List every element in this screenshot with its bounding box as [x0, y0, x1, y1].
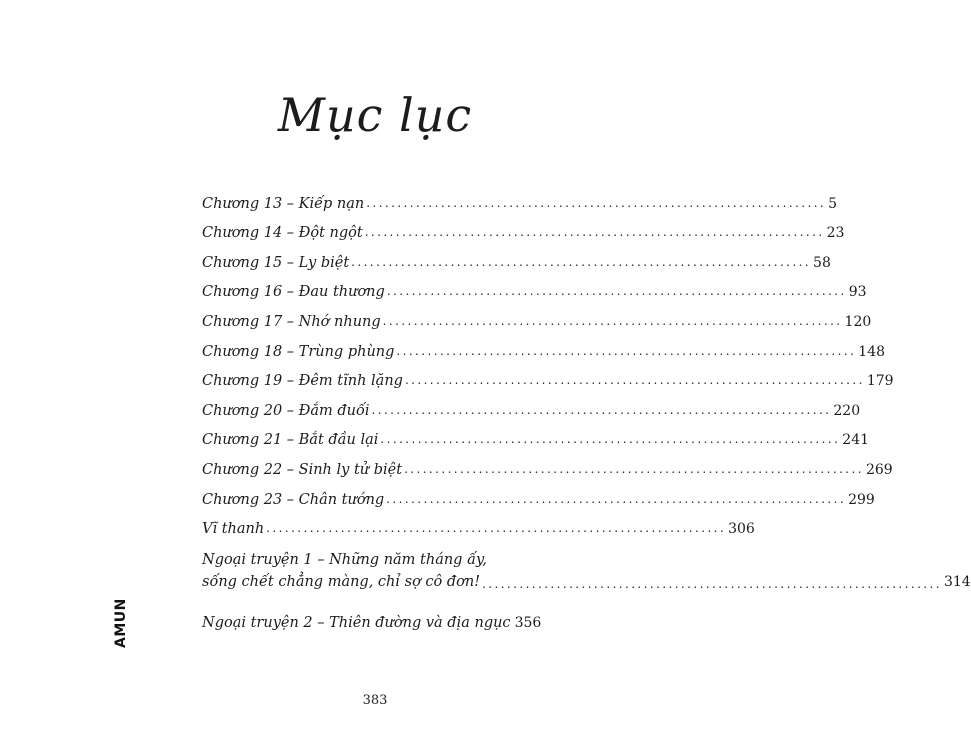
toc-entry-page: 148 [858, 343, 886, 360]
toc-entry [202, 419, 870, 449]
toc-entry-label: Chương 19 – Đêm tĩnh lặng [202, 373, 403, 390]
toc-entry-label: Chương 22 – Sinh ly tử biệt [202, 461, 403, 478]
leader-dots: .......................................................................... [386, 491, 847, 506]
toc-entry [202, 360, 894, 390]
toc-entry-label: Chương 16 – Đau thương [202, 284, 385, 301]
toc-entry-page: 220 [833, 402, 861, 419]
toc-entry [202, 271, 867, 301]
toc-entry [202, 478, 875, 508]
toc-entry-label-line1: Ngoại truyện 1 – Những năm tháng ấy, [202, 552, 487, 569]
toc-entry [202, 389, 861, 419]
toc-entry-label: Chương 23 – Chân tướng [202, 491, 385, 508]
leader-dots: .......................................................................... [404, 461, 864, 476]
toc-entry-page: 5 [828, 195, 838, 212]
toc-entry-label: Chương 20 – Đắm đuối [202, 402, 370, 419]
leader-dots: .......................................................................... [366, 195, 827, 210]
toc-entry-label: Chương 13 – Kiếp nạn [202, 195, 365, 212]
toc-entry-label: Chương 18 – Trùng phùng [202, 343, 395, 360]
toc-entry [202, 508, 755, 538]
toc-entry-ngoai-truyen-1 [202, 549, 971, 593]
toc-entry-label: Vĩ thanh [202, 521, 265, 538]
toc-entry-label: Ngoại truyện 2 – Thiên đường và địa ngục [202, 614, 511, 631]
toc-entry-label-line2: sống chết chẳng màng, chỉ sợ cô đơn! [202, 574, 481, 591]
leader-dots: .......................................................................... [266, 521, 727, 536]
toc-entry-page: 120 [844, 313, 872, 330]
publisher-logo: AMUN [113, 598, 129, 648]
toc-entry-page: 23 [826, 225, 845, 242]
page-title: Mục lục [277, 88, 473, 142]
toc-entry-label: Chương 21 – Bắt đầu lại [202, 432, 379, 449]
toc-entry-page: 179 [866, 373, 894, 390]
toc-entry-ngoai-truyen-2 [202, 601, 542, 631]
toc-entry-page: 269 [865, 461, 893, 478]
leader-dots: .......................................................................... [380, 432, 841, 447]
toc-entry-page: 58 [813, 254, 831, 271]
toc-entry-label: Chương 15 – Ly biệt [202, 254, 350, 271]
toc-entry-page: 314 [943, 574, 971, 591]
leader-dots: .......................................................................... [382, 313, 843, 328]
leader-dots: .......................................................................... [351, 254, 812, 269]
toc-entry [202, 448, 893, 478]
toc-entry-page: 356 [514, 614, 542, 631]
toc-entry-page: 299 [848, 491, 875, 508]
toc-entry-page: 306 [728, 521, 755, 538]
leader-dots: .......................................................................... [482, 577, 942, 592]
leader-dots: .......................................................................... [371, 402, 832, 417]
toc-entry [202, 330, 886, 360]
table-of-contents [202, 182, 971, 631]
leader-dots: .......................................................................... [386, 284, 847, 299]
leader-dots: .......................................................................... [364, 225, 825, 240]
toc-entry-page: 93 [848, 284, 867, 301]
toc-entry [202, 212, 845, 242]
toc-entry [202, 182, 838, 212]
toc-entry [202, 241, 831, 271]
toc-entry-page: 241 [842, 432, 870, 449]
leader-dots: .......................................................................... [396, 343, 857, 358]
leader-dots: .......................................................................... [404, 373, 865, 388]
page-number: 383 [362, 693, 388, 708]
toc-entry-label: Chương 14 – Đột ngột [202, 225, 363, 242]
toc-entry-line2 [202, 571, 971, 593]
toc-entry [202, 300, 872, 330]
toc-entry-label: Chương 17 – Nhớ nhung [202, 313, 381, 330]
